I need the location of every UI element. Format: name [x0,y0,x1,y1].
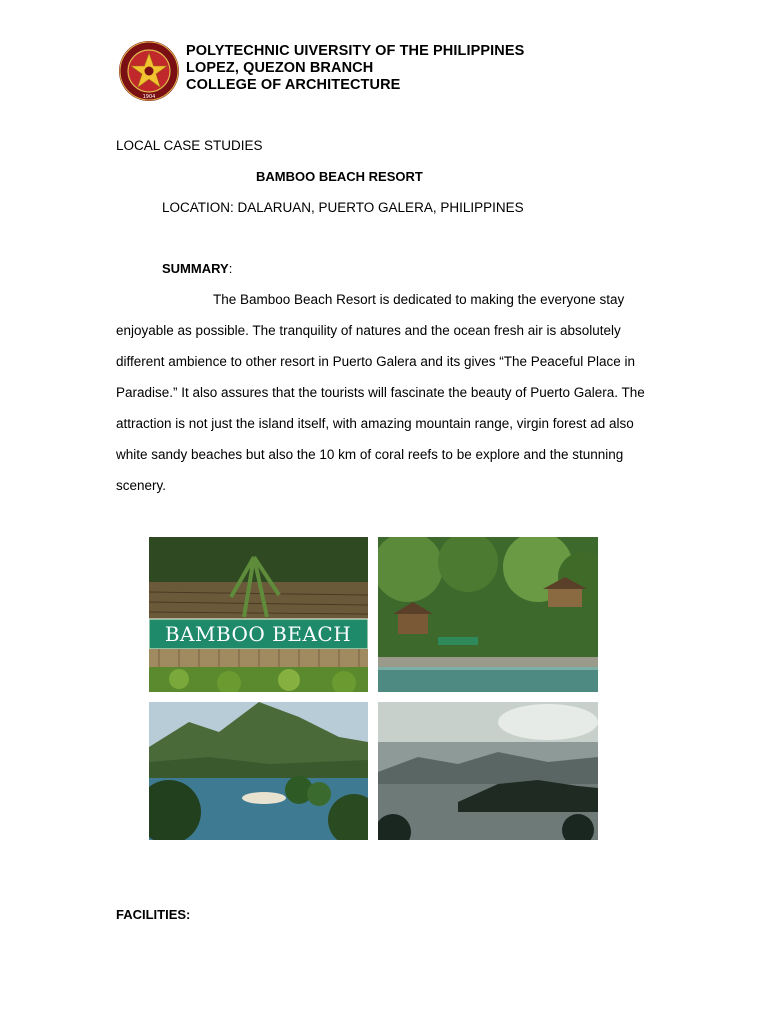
photo-bamboo-beach-sign [149,537,368,692]
paragraph-line: different ambience to other resort in Puerto Galera and its gives “The Peaceful Place in [116,354,636,369]
sign-text: BAMBOO BEACH [164,622,352,646]
branch-name: LOPEZ, QUEZON BRANCH [186,60,374,76]
photo-resort-cottages [378,537,598,692]
paragraph-line: Paradise.” It also assures that the tourists will fascinate the beauty of Puerto Galera. The [116,385,645,400]
paragraph-line: attraction is not just the island itself, with amazing mountain range, virgin forest ad also [116,416,634,431]
svg-text:1904: 1904 [142,94,156,100]
university-seal-logo [118,40,180,102]
summary-colon: : [228,261,233,276]
institution-header [186,43,524,94]
section-title: LOCAL CASE STUDIES [116,138,263,153]
facilities-heading: FACILITIES: [116,907,191,922]
summary-heading [162,261,232,276]
summary-paragraph [116,284,676,501]
paragraph-line: The Bamboo Beach Resort is dedicated to making the everyone stay [213,292,625,307]
university-name: POLYTECHNIC UIVERSITY OF THE PHILIPPINES [186,43,525,59]
paragraph-line: enjoyable as possible. The tranquility of natures and the ocean fresh air is absolutely [116,323,621,338]
photo-island-mountains [149,702,368,840]
location-line: LOCATION: DALARUAN, PUERTO GALERA, PHILIPPINES [162,200,524,215]
resort-name-heading: BAMBOO BEACH RESORT [256,169,423,184]
summary-label: SUMMARY [162,261,229,276]
paragraph-line: scenery. [116,478,167,493]
photo-stormy-bay [378,702,598,840]
college-name: COLLEGE OF ARCHITECTURE [186,77,401,93]
paragraph-line: white sandy beaches but also the 10 km of coral reefs to be explore and the stunning [116,447,624,462]
